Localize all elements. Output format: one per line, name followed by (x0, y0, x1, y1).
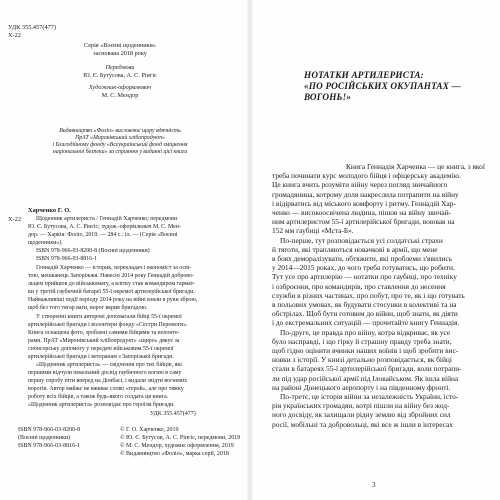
isbn-block: ISBN 978-966-03-8200-8 (Воєнні щоденники) ISBN 978-966-03-8816-1 (18, 427, 81, 449)
acknowledgement: Видавництво «Фоліо» висловлює щиру вдячність ПрАТ «Миронівський хлібопродукт» і Благодійному фонду «Всеукраїнський фонд зміцнення національної безпеки» за сприяння у виданні цієї книги (52, 128, 188, 155)
cip-record: Щоденник артилериста / Геннадій Харченко; передмови Ю. Є. Бутусова, А. С. Рінгіс; худож.-оформлювач М. С. Мен- дор. — Харків: Фоліо, 2019. — 284 с.: іл. — (Серія «Воєнні щоденники»). ISBN 978-966-03-8200-8 (Воєнні щоденники) ISBN 978-966-03-8816-1 (28, 216, 181, 262)
right-page-foreword (252, 0, 500, 500)
foreword-credit: Передмови Ю. Є. Бутусова, А. С. Рінгіс (83, 64, 157, 79)
abstract-paragraph-1: Геннадій Харченко — історик, перекладач і економіст за осві- тою, мешканець Запоріжжя. Навесні 2014 року Геннадій доброво- льцем прийшов до військкомату, а вліткy став командиром гармат- ки у третій гаубичній батареї 55-ї окремої артилерійської бригади. Найважливіші події періоду 2014 року на війні взяли в руки зброю, щоб без того тягар ваги, ворог вкрив бригадою. (28, 265, 198, 311)
udk-footer: УДК 355.457(477) (150, 411, 196, 417)
series-info: Серія «Воєнні щоденники» заснована 2018 року (84, 42, 156, 57)
foreword-text: Книга Геннадія Харченка — це книга, з якої треба починати курс молодого бійця і офіцерську академію. Це книга вчить розуміти війну через погляд звичайного громадянина, котрому доля накреслила потрапити на війну і відірватись від міського комфорту і ритму. Геннадій Хар- ченко — високоосвічена людина, пішов на війну звичай- ним артилеристом 55-ї артилерійської бригади, воював на 152 мм гаубиці «Мста-Б». По-перше, тут розповідається усі солдатські страхи й тяготи, які трапляються новачкові в армії, що мене в боях деморалізувати, обтяжити, які проблеми з'явились у 2014—2015 роках, до чого треба готуватись, що робити. Тут усе про артилерію — нотатки про гаубиці, про техніку і озброєння, про командирів, про ставлення до несення служби в різних частинах, про побут, про те, як і що готувать в польових умовах, як будувати стосунки в колективі та на обстрілах. Щоб бути готовим до війни, щоб знати, як діяти і до екстремальних ситуацій — прочитайте книгу Геннадія. По-друге, це правда про війну, котра відкриває, як усе було насправді, і що гірку й страшну правду треба знати, щоб гідно оцінити вчинки наших воїнів і щоб зробити вис- новки з історії. У книзі детально розповідається, як бійці стали в батареях 55-ї артилерійської бригади, коли потрапи- ли під удар російської армії під Іловайськом. Як ішла війна на районі Донецького аеропорту і на південному фронті. По-третє, це історія війни за незалежність України, істо- рія українських громадян, котрі пішли на війну без жод- ного досвіду, як захищали рідну землю від збройних сил росії, мобільні та добровольці, які все ж ішли в інтересах (272, 162, 485, 429)
abstract-paragraph-2: У створенні книги авторові допомагали бійці 55-ї окремої артилерійської бригади і волонтери фонду «Сестри Перемоги». Книга оснащена фото, зроблені самими бійцями та волонте- рами. ПрАТ «Миронівський хлібопродукт» «щиро» дякує за спонсорську допомогу у передачі військовим 55-ї окремої артилерійської бригади і ветеранам з Запорізької бригади. (28, 314, 188, 360)
artist-credit: Художник-оформлювач М. С. Мендор (88, 84, 152, 99)
chapter-title: НОТАТКИ АРТИЛЕРИСТА: «ПО РОСІЙСЬКИХ ОКУПАНТАХ — ВОГОНЬ!» (304, 70, 461, 102)
cip-code: Х-22 (8, 216, 22, 223)
udk-header: УДК 355.457(477) Х-22 (8, 24, 56, 39)
author-heading: Харченко Г. О. (28, 207, 71, 214)
page-number: 3 (372, 481, 376, 489)
abstract-paragraph-3: «Щоденник артилериста» — свідчення про тих бійців, які першими відчули пекельний досвід гаубичного вогню в саму першу спробу піти вперед на Донбасі, і видали звідти вогневих ворогів. Автор майже не вживає слово «герой», але про тяжку роботу всіх бійців, а також будь-якого солдата ця книга. «Щоденник артилериста» розповідає про героїзм бригади. (28, 362, 188, 408)
left-page-imprint (0, 0, 248, 500)
copyright-block: © Г. О. Харченко, 2019 © Ю. Є. Бутусов, А. С. Рінгіс, передмови, 2019 © М. С. Мендор, художнє оформлення, 2019 © Видавництво «Фоліо», марка серії, 2018 (120, 427, 241, 457)
